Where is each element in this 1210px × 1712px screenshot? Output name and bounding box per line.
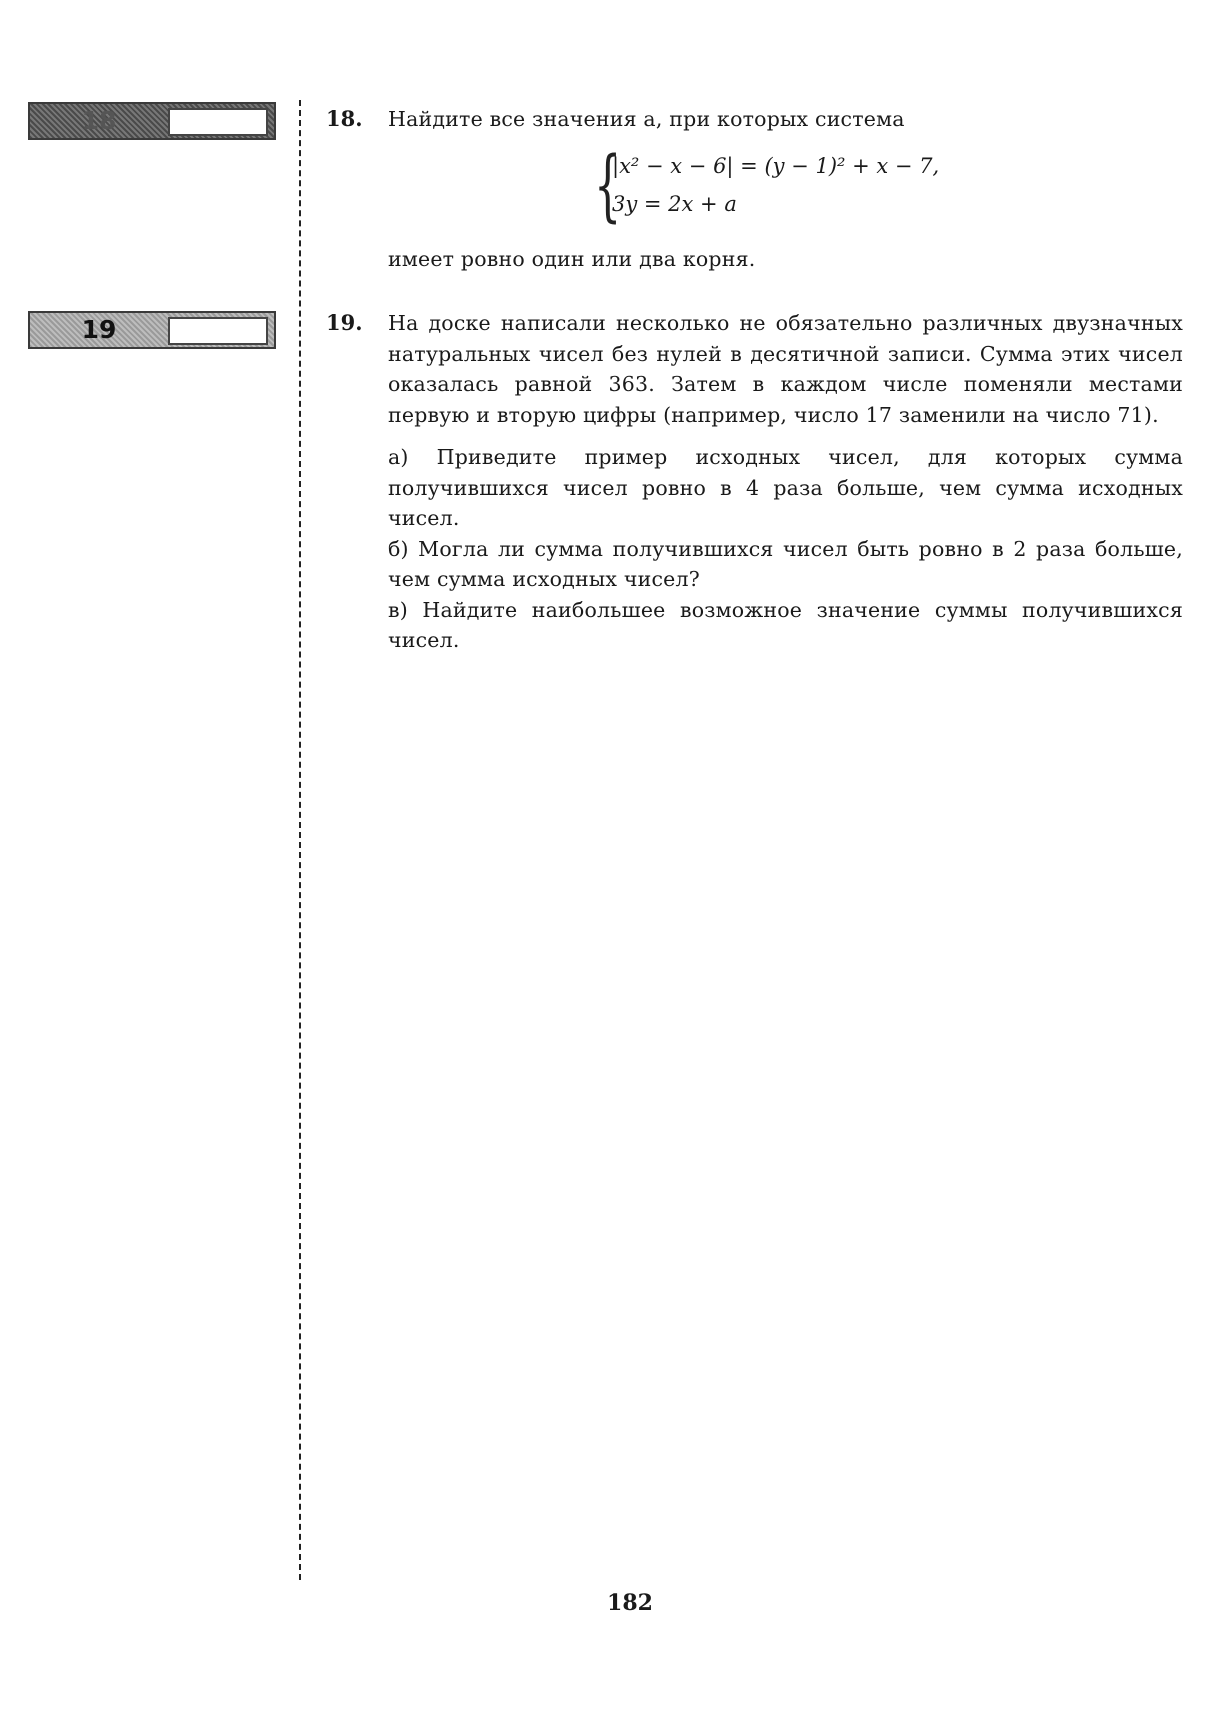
task-18-intro-text: Найдите все значения a, при которых система [388,107,905,131]
task-18-outro [388,244,1183,275]
answer-box-number: 18 [81,106,117,135]
task-19-part-a: а) Приведите пример исходных чисел, для которых сумма получившихся чисел ровно в 4 раза больше, чем сумма исходных чисел. [388,445,1183,530]
answer-box-19 [28,311,276,349]
task-19-number: 19. [326,310,363,335]
equation-1: |x² − x − 6| = (y − 1)² + x − 7, [612,154,940,178]
task-19-intro: На доске написали несколько не обязательно различных двузначных натуральных чисел без нулей в десятичной записи. Сумма этих чисел оказалась равной 363. Затем в каждом числе поменяли местами первую и вторую цифры (например, число 17 заменили на число 71). [388,311,1183,427]
task-18-number: 18. [326,106,363,131]
task-18-outro-text: имеет ровно один или два корня. [388,247,756,271]
answer-box-18 [28,102,276,140]
answer-field-19[interactable] [168,317,268,345]
equation-2: 3y = 2x + a [612,192,737,216]
page-number: 182 [607,1590,653,1616]
answer-box-number: 19 [81,315,117,344]
cut-line [299,100,301,1580]
system-brace: { [594,141,622,231]
answer-field-18[interactable] [168,108,268,136]
task-19-part-b: б) Могла ли сумма получившихся чисел быть ровно в 2 раза больше, чем сумма исходных чисел? [388,536,1183,591]
task-19-body [388,308,1183,656]
task-19-part-c: в) Найдите наибольшее возможное значение суммы получившихся чисел. [388,597,1183,652]
task-18-intro [388,104,1183,135]
system-of-equations [594,141,940,231]
